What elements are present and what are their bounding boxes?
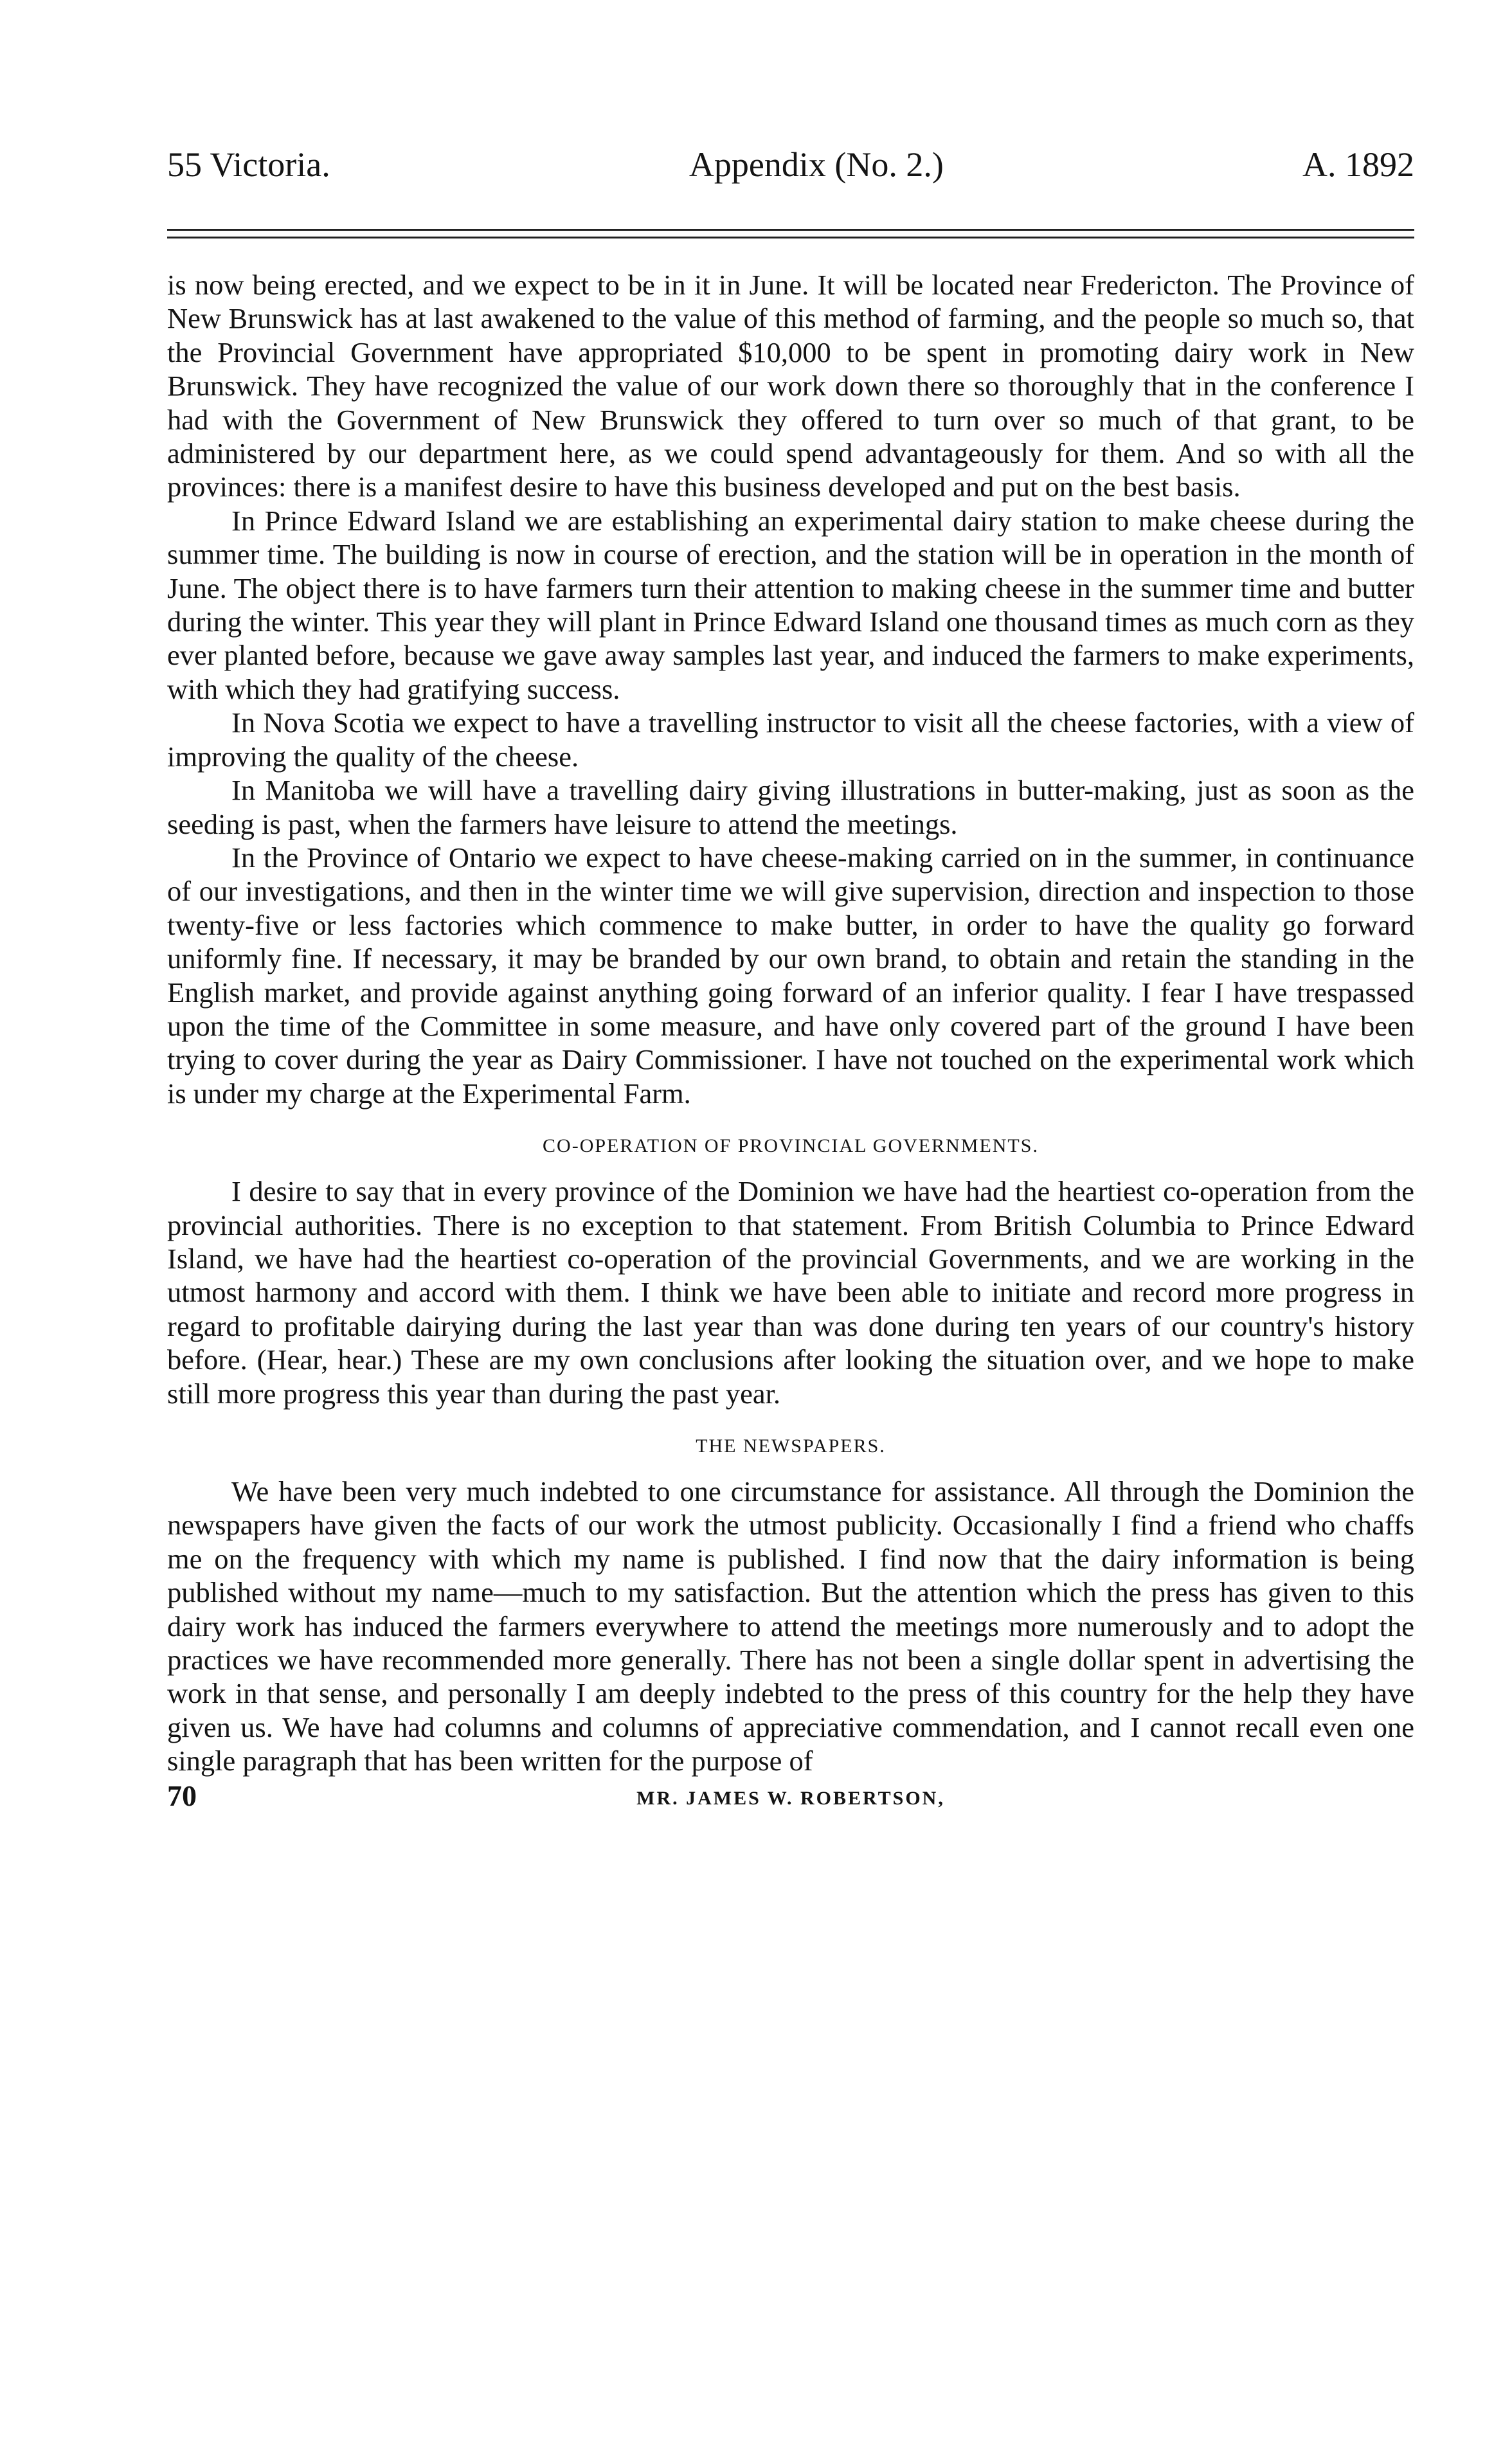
section-heading-newspapers: THE NEWSPAPERS.	[696, 1435, 886, 1457]
paragraph-prince-edward-island: In Prince Edward Island we are establishing an experimental dairy station to make cheese during the summer time. The building is now in course of erection, and the station will be in operation in the month of June. The object there is to have farmers turn their attention to making cheese in the summer time and butter during the winter. This year they will plant in Prince Edward Island one thousand times as much corn as they ever planted before, because we gave away samples last year, and induced the farmers to make experiments, with which they had gratifying success.	[167, 504, 1414, 705]
paragraph-manitoba: In Manitoba we will have a travelling dairy giving illustrations in butter-making, just as soon as the seeding is past, when the farmers have leisure to attend the meetings.	[167, 774, 1414, 840]
header-rule-bottom	[167, 237, 1414, 238]
footer-speaker-name: MR. JAMES W. ROBERTSON,	[636, 1787, 945, 1809]
paragraph-new-brunswick: is now being erected, and we expect to be in it in June. It will be located near Fredericton. The Province of New Brunswick has at last awakened to the value of this method of farming, and the people so much so, that the Provincial Government have appropriated $10,000 to be spent in promoting dairy work in New Brunswick. They have recognized the value of our work down there so thoroughly that in the conference I had with the Government of New Brunswick they offered to turn over so much of that grant, to be administered by our department here, as we could spend advantageously for them. And so with all the provinces: there is a manifest desire to have this business developed and put on the best basis.	[167, 269, 1414, 503]
header-double-rule	[167, 229, 1414, 238]
body-text	[167, 268, 1414, 1814]
running-header	[167, 141, 1414, 188]
document-page	[167, 141, 1414, 1814]
paragraph-newspapers: We have been very much indebted to one circumstance for assistance. All through the Dominion the newspapers have given the facts of our work the utmost publicity. Occasionally I find a friend who chaffs me on the frequency with which my name is published. I find now that the dairy information is being published without my name—much to my satisfaction. But the attention which the press has given to this dairy work has induced the farmers everywhere to attend the meetings more numerously and to adopt the practices we have recommended more generally. There has not been a single dollar spent in advertising the work in that sense, and personally I am deeply indebted to the press of this country for the help they have given us. We have had columns and columns of appreciative commendation, and I cannot recall even one single paragraph that has been written for the purpose of	[167, 1475, 1414, 1777]
paragraph-ontario: In the Province of Ontario we expect to have cheese-making carried on in the summer, in continuance of our investigations, and then in the winter time we will give supervision, direction and inspection to those twenty-five or less factories which commence to make butter, in order to have the quality go forward uniformly fine. If necessary, it may be branded by our own brand, to obtain and retain the standing in the English market, and provide against anything going forward of an inferior quality. I fear I have trespassed upon the time of the Committee in some measure, and have only covered part of the ground I have been trying to cover during the year as Dairy Commissioner. I have not touched on the experimental work which is under my charge at the Experimental Farm.	[167, 841, 1414, 1110]
page-number: 70	[167, 1779, 197, 1812]
header-appendix: Appendix (No. 2.)	[688, 145, 944, 184]
header-session: 55 Victoria.	[167, 145, 330, 184]
page-footer	[167, 1778, 1414, 1814]
paragraph-cooperation: I desire to say that in every province of the Dominion we have had the heartiest co-operation from the provincial authorities. There is no exception to that statement. From British Columbia to Prince Edward Island, we have had the heartiest co-operation of the provincial Governments, and we are working in the utmost harmony and accord with them. I think we have been able to initiate and record more progress in regard to profitable dairying during the last year than was done during ten years of our country's history before. (Hear, hear.) These are my own conclusions after looking the situation over, and we hope to make still more progress this year than during the past year.	[167, 1175, 1414, 1410]
header-year: A. 1892	[1302, 145, 1414, 184]
paragraph-nova-scotia: In Nova Scotia we expect to have a travelling instructor to visit all the cheese factories, with a view of improving the quality of the cheese.	[167, 706, 1414, 773]
section-heading-cooperation: CO-OPERATION OF PROVINCIAL GOVERNMENTS.	[543, 1135, 1039, 1157]
header-rule-top	[167, 229, 1414, 231]
